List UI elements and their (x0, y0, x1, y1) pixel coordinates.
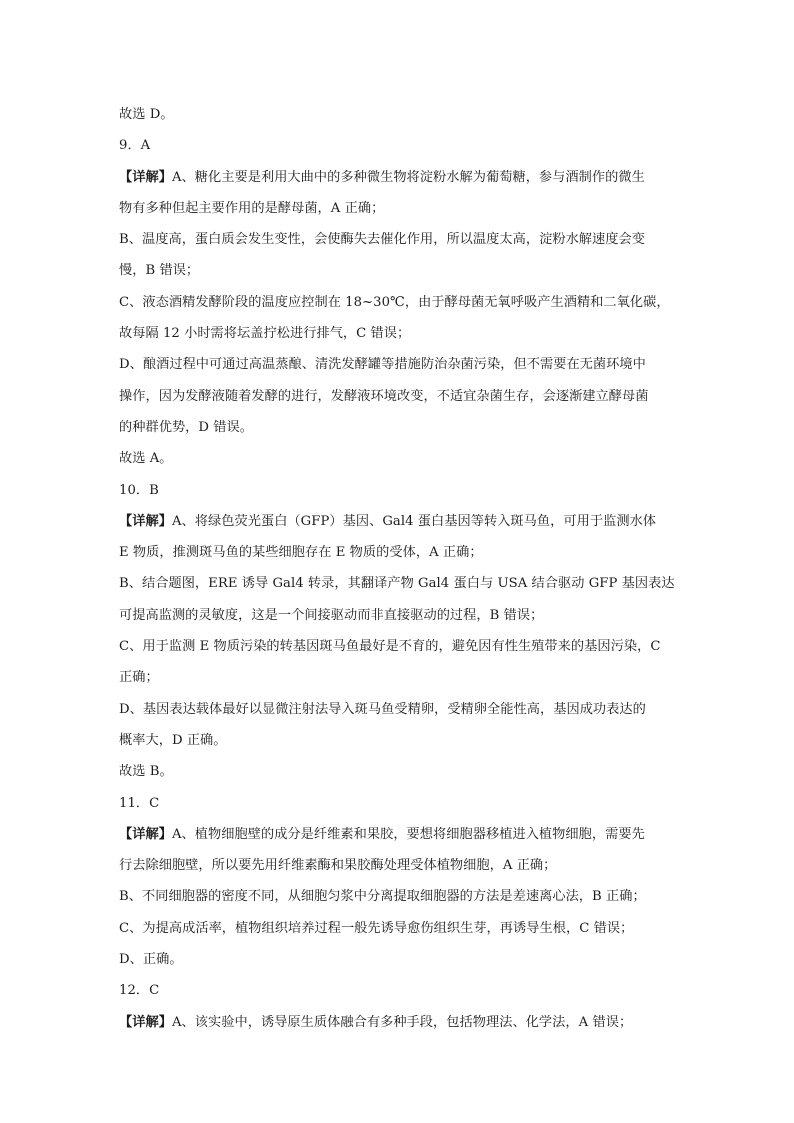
line-text: D、正确。 (119, 952, 183, 968)
line-text: B、结合题图，ERE 诱导 Gal4 转录，其翻译产物 Gal4 蛋白与 USA 结合驱动 GFP 基因表达 (119, 576, 675, 592)
text-line (119, 788, 699, 819)
text-line (119, 193, 699, 224)
line-text: 11．C (119, 795, 160, 811)
line-text: 操作，因为发酵液随着发酵的进行，发酵液环境改变，不适宜杂菌生存，会逐渐建立酵母菌 (119, 388, 649, 404)
line-text: 慢，B 错误； (119, 263, 200, 279)
line-text: D、酿酒过程中可通过高温蒸酿、清洗发酵罐等措施防治杂菌污染，但不需要在无菌环境中 (119, 357, 646, 373)
detail-tag: 【详解】 (119, 513, 172, 529)
line-text: A、糖化主要是利用大曲中的多种微生物将淀粉水解为葡萄糖，参与酒制作的微生 (171, 169, 645, 185)
text-line (119, 850, 699, 881)
text-line (119, 349, 699, 380)
text-line (119, 475, 699, 506)
detail-line (119, 819, 699, 850)
detail-tag: 【详解】 (119, 1014, 172, 1030)
detail-line (119, 162, 699, 193)
line-text: 物有多种但起主要作用的是酵母菌，A 正确； (119, 200, 385, 216)
line-text: 正确； (119, 670, 159, 686)
line-text: 概率大，D 正确。 (119, 732, 227, 748)
line-text: E 物质，推测斑马鱼的某些细胞存在 E 物质的受体，A 正确； (119, 545, 483, 561)
answer-explanations (119, 99, 699, 1038)
line-text: 9．A (119, 138, 151, 154)
line-text: A、植物细胞壁的成分是纤维素和果胶，要想将细胞器移植进入植物细胞，需要先 (171, 826, 645, 842)
line-text: 故每隔 12 小时需将坛盖拧松进行排气，C 错误； (119, 326, 411, 342)
text-line (119, 600, 699, 631)
line-text: C、液态酒精发酵阶段的温度应控制在 18~30℃，由于酵母菌无氧呼吸产生酒精和二氧化碳， (119, 294, 670, 310)
line-text: C、为提高成活率，植物组织培养过程一般先诱导愈伤组织生芽，再诱导生根，C 错误； (119, 920, 634, 936)
text-line (119, 975, 699, 1006)
text-line (119, 694, 699, 725)
line-text: A、将绿色荧光蛋白（GFP）基因、Gal4 蛋白基因等转入斑马鱼，可用于监测水体 (171, 513, 657, 529)
text-line (119, 130, 699, 161)
line-text: C、用于监测 E 物质污染的转基因斑马鱼最好是不育的，避免因有性生殖带来的基因污染，C (119, 639, 661, 655)
detail-line (119, 506, 699, 537)
line-text: 12．C (119, 983, 160, 999)
text-line (119, 537, 699, 568)
text-line (119, 443, 699, 474)
line-text: 可提高监测的灵敏度，这是一个间接驱动而非直接驱动的过程，B 错误； (119, 607, 544, 623)
detail-tag: 【详解】 (119, 169, 172, 185)
text-line (119, 287, 699, 318)
line-text: 行去除细胞壁，所以要先用纤维素酶和果胶酶处理受体植物细胞，A 正确； (119, 858, 557, 874)
detail-tag: 【详解】 (119, 826, 172, 842)
text-line (119, 99, 699, 130)
detail-line (119, 1007, 699, 1038)
text-line (119, 913, 699, 944)
line-text: 故选 A。 (119, 451, 173, 467)
text-line (119, 568, 699, 599)
line-text: B、温度高，蛋白质会发生变性，会使酶失去催化作用，所以温度太高，淀粉水解速度会变 (119, 232, 645, 248)
line-text: B、不同细胞器的密度不同，从细胞匀浆中分离提取细胞器的方法是差速离心法，B 正确； (119, 889, 646, 905)
text-line (119, 318, 699, 349)
text-line (119, 224, 699, 255)
line-text: A、该实验中，诱导原生质体融合有多种手段，包括物理法、化学法，A 错误； (171, 1014, 633, 1030)
line-text: D、基因表达载体最好以显微注射法导入斑马鱼受精卵，受精卵全能性高，基因成功表达的 (119, 701, 646, 717)
text-line (119, 662, 699, 693)
text-line (119, 725, 699, 756)
text-line (119, 412, 699, 443)
line-text: 的种群优势，D 错误。 (119, 419, 254, 435)
line-text: 故选 B。 (119, 764, 173, 780)
text-line (119, 631, 699, 662)
line-text: 故选 D。 (119, 107, 174, 122)
text-line (119, 255, 699, 286)
text-line (119, 944, 699, 975)
line-text: 10．B (119, 482, 159, 498)
text-line (119, 381, 699, 412)
text-line (119, 756, 699, 787)
text-line (119, 881, 699, 912)
